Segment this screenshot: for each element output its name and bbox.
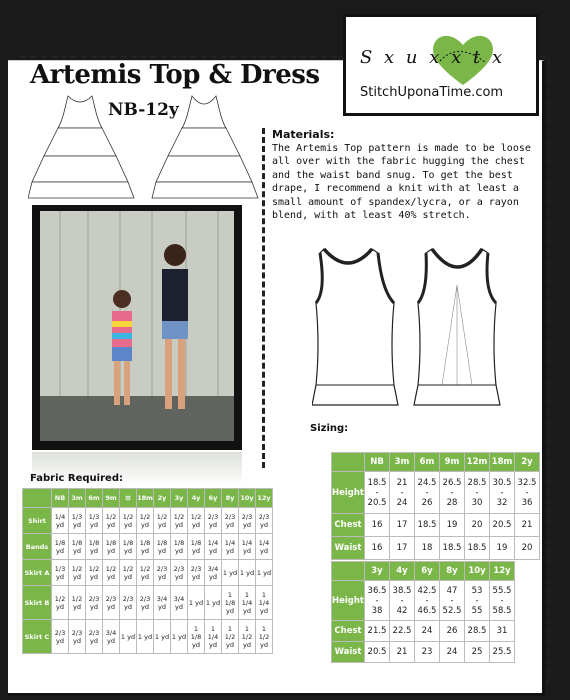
table-header: 4y <box>390 562 415 581</box>
table-header-row <box>23 489 273 508</box>
row-label: Chest <box>332 514 365 537</box>
table-cell: 1/2 yd <box>188 508 205 534</box>
table-header: 8y <box>222 489 239 508</box>
sizing-label: Sizing: <box>310 423 349 434</box>
table-cell: 1 yd <box>188 586 205 620</box>
page-title: Artemis Top & Dress <box>30 60 320 90</box>
table-cell: 20.5 <box>365 642 390 663</box>
table-cell: 1 yd <box>171 620 188 654</box>
table-header: 9m <box>103 489 120 508</box>
table-cell: 2/3 yd <box>120 586 137 620</box>
table-cell: 26.5 - 28 <box>440 472 465 514</box>
table-cell: 2/3 yd <box>137 586 154 620</box>
table-row <box>332 537 540 560</box>
materials-heading: Materials: <box>272 128 335 141</box>
row-label: Skirt C <box>23 620 52 654</box>
table-header: 10y <box>465 562 490 581</box>
plus-icon[interactable]: ⊞ <box>120 489 137 508</box>
table-cell: 21 <box>515 514 540 537</box>
table-cell: 1/2 yd <box>171 508 188 534</box>
table-cell: 1 1/8 yd <box>188 620 205 654</box>
row-label: Waist <box>332 642 365 663</box>
table-corner <box>23 489 52 508</box>
table-cell: 21 - 24 <box>390 472 415 514</box>
materials-text: The Artemis Top pattern is made to be loose all over with the fabric hugging the chest and the waist band snug. To get the best drape, I recommend a knit with at least a small amount of spandex/lycra, or a rayon blend, with at least 40% stretch. <box>272 142 531 221</box>
table-header: 6m <box>415 453 440 472</box>
table-cell: 2/3 yd <box>222 508 239 534</box>
table-cell: 19 <box>440 514 465 537</box>
table-cell: 20 <box>515 537 540 560</box>
table-cell: 1 yd <box>205 586 222 620</box>
table-cell: 1/8 yd <box>188 534 205 560</box>
logo-script-text: S x u x x t x <box>360 47 506 68</box>
table-cell: 1/4 yd <box>222 534 239 560</box>
table-cell: 17 <box>390 514 415 537</box>
table-cell: 1/8 yd <box>154 534 171 560</box>
table-cell: 3/4 yd <box>154 586 171 620</box>
photo-scene <box>40 211 234 441</box>
table-cell: 1 1/4 yd <box>256 586 273 620</box>
table-cell: 24 <box>440 642 465 663</box>
table-cell: 1 yd <box>154 620 171 654</box>
table-cell: 18 <box>415 537 440 560</box>
table-cell: 1 1/4 yd <box>239 586 256 620</box>
table-header: 6y <box>205 489 222 508</box>
table-cell: 1/8 yd <box>86 534 103 560</box>
table-row <box>332 514 540 537</box>
table-cell: 3/4 yd <box>205 560 222 586</box>
table-cell: 1/8 yd <box>171 534 188 560</box>
table-corner <box>332 562 365 581</box>
table-cell: 1/2 yd <box>137 560 154 586</box>
table-cell: 1/2 yd <box>154 508 171 534</box>
table-cell: 1/4 yd <box>205 534 222 560</box>
table-cell: 1/3 yd <box>52 560 69 586</box>
table-cell: 1 yd <box>222 560 239 586</box>
table-cell: 18.5 <box>415 514 440 537</box>
table-header: 18m <box>490 453 515 472</box>
table-cell: 2/3 yd <box>154 560 171 586</box>
table-header: 18m <box>137 489 154 508</box>
row-label: Shirt <box>23 508 52 534</box>
table-cell: 21 <box>390 642 415 663</box>
row-label: Skirt B <box>23 586 52 620</box>
table-row <box>23 534 273 560</box>
table-cell: 19 <box>490 537 515 560</box>
table-header: 3y <box>365 562 390 581</box>
table-cell: 1 1/2 yd <box>256 620 273 654</box>
table-cell: 21.5 <box>365 621 390 642</box>
table-cell: 16 <box>365 537 390 560</box>
table-cell: 2/3 yd <box>69 620 86 654</box>
table-row <box>23 586 273 620</box>
table-cell: 25.5 <box>490 642 515 663</box>
table-row <box>23 508 273 534</box>
fabric-required-table <box>22 488 273 654</box>
table-header: 4y <box>188 489 205 508</box>
table-cell: 1/3 yd <box>69 508 86 534</box>
row-label: Height <box>332 581 365 621</box>
table-cell: 1/8 yd <box>120 534 137 560</box>
row-label: Height <box>332 472 365 514</box>
table-row <box>332 472 540 514</box>
size-range: NB-12y <box>108 100 179 120</box>
table-cell: 1/8 yd <box>52 534 69 560</box>
table-cell: 25 <box>465 642 490 663</box>
table-cell: 1/2 yd <box>103 560 120 586</box>
table-cell: 2/3 yd <box>103 586 120 620</box>
table-cell: 1/2 yd <box>69 560 86 586</box>
table-cell: 1/4 yd <box>52 508 69 534</box>
table-cell: 47 - 52.5 <box>440 581 465 621</box>
table-cell: 1/2 yd <box>86 560 103 586</box>
row-label: Skirt A <box>23 560 52 586</box>
table-cell: 1/3 yd <box>86 508 103 534</box>
table-cell: 1 yd <box>256 560 273 586</box>
fabric-required-label: Fabric Required: <box>30 473 123 484</box>
table-cell: 1/4 yd <box>239 534 256 560</box>
table-header: 3y <box>171 489 188 508</box>
table-cell: 2/3 yd <box>205 508 222 534</box>
table-cell: 1/8 yd <box>103 534 120 560</box>
table-cell: 18.5 - 20.5 <box>365 472 390 514</box>
table-header: 12y <box>490 562 515 581</box>
sizing-table-child <box>331 561 515 663</box>
table-cell: 2/3 yd <box>86 620 103 654</box>
table-cell: 30.5 - 32 <box>490 472 515 514</box>
table-cell: 55.5 - 58.5 <box>490 581 515 621</box>
table-cell: 1/2 yd <box>120 560 137 586</box>
table-cell: 2/3 yd <box>239 508 256 534</box>
table-header: 6y <box>415 562 440 581</box>
table-row <box>23 620 273 654</box>
table-cell: 26 <box>440 621 465 642</box>
table-cell: 1/2 yd <box>137 508 154 534</box>
row-label: Chest <box>332 621 365 642</box>
table-cell: 24.5 - 26 <box>415 472 440 514</box>
table-cell: 53 - 55 <box>465 581 490 621</box>
table-cell: 18.5 <box>465 537 490 560</box>
table-cell: 28.5 - 30 <box>465 472 490 514</box>
table-header-row <box>332 562 515 581</box>
table-header: NB <box>52 489 69 508</box>
table-cell: 16 <box>365 514 390 537</box>
table-cell: 20 <box>465 514 490 537</box>
tank-top-illustrations <box>312 245 502 410</box>
table-header: 10y <box>239 489 256 508</box>
table-header: NB <box>365 453 390 472</box>
logo-url[interactable]: StitchUponaTime.com <box>360 85 504 100</box>
table-cell: 1/2 yd <box>120 508 137 534</box>
table-cell: 1/2 yd <box>103 508 120 534</box>
table-cell: 1 1/2 yd <box>222 620 239 654</box>
table-header: 6m <box>86 489 103 508</box>
logo[interactable] <box>343 14 539 116</box>
table-cell: 2/3 yd <box>86 586 103 620</box>
table-header: 9m <box>440 453 465 472</box>
sizing-table-infant <box>331 452 540 560</box>
dress-illustrations <box>28 94 260 204</box>
row-label: Bands <box>23 534 52 560</box>
table-cell: 1 yd <box>239 560 256 586</box>
table-cell: 20.5 <box>490 514 515 537</box>
table-corner <box>332 453 365 472</box>
table-cell: 23 <box>415 642 440 663</box>
materials-section <box>272 128 534 223</box>
table-cell: 1 1/2 yd <box>239 620 256 654</box>
table-header: 12y <box>256 489 273 508</box>
table-cell: 1 yd <box>120 620 137 654</box>
table-cell: 3/4 yd <box>171 586 188 620</box>
table-cell: 18.5 <box>440 537 465 560</box>
table-row <box>332 581 515 621</box>
table-cell: 22.5 <box>390 621 415 642</box>
table-cell: 31 <box>490 621 515 642</box>
table-cell: 28.5 <box>465 621 490 642</box>
table-cell: 3/4 yd <box>103 620 120 654</box>
table-row <box>23 560 273 586</box>
table-cell: 1 1/8 yd <box>222 586 239 620</box>
table-cell: 1/2 yd <box>52 586 69 620</box>
table-cell: 42.5 - 46.5 <box>415 581 440 621</box>
table-cell: 1/4 yd <box>256 534 273 560</box>
table-header: 8y <box>440 562 465 581</box>
table-header: 2y <box>154 489 171 508</box>
table-row <box>332 642 515 663</box>
table-cell: 38.5 - 42 <box>390 581 415 621</box>
table-header: 2y <box>515 453 540 472</box>
table-cell: 2/3 yd <box>256 508 273 534</box>
table-cell: 1/2 yd <box>69 586 86 620</box>
table-cell: 1 1/4 yd <box>205 620 222 654</box>
table-cell: 36.5 - 38 <box>365 581 390 621</box>
table-cell: 1/8 yd <box>137 534 154 560</box>
table-header-row <box>332 453 540 472</box>
table-cell: 2/3 yd <box>171 560 188 586</box>
table-row <box>332 621 515 642</box>
table-cell: 32.5 - 36 <box>515 472 540 514</box>
table-cell: 2/3 yd <box>52 620 69 654</box>
table-header: 12m <box>465 453 490 472</box>
table-cell: 24 <box>415 621 440 642</box>
table-cell: 1 yd <box>137 620 154 654</box>
vertical-divider <box>262 128 265 468</box>
table-cell: 2/3 yd <box>188 560 205 586</box>
row-label: Waist <box>332 537 365 560</box>
table-header: 3m <box>390 453 415 472</box>
table-cell: 17 <box>390 537 415 560</box>
model-photo <box>32 205 242 450</box>
table-header: 3m <box>69 489 86 508</box>
table-cell: 1/8 yd <box>69 534 86 560</box>
